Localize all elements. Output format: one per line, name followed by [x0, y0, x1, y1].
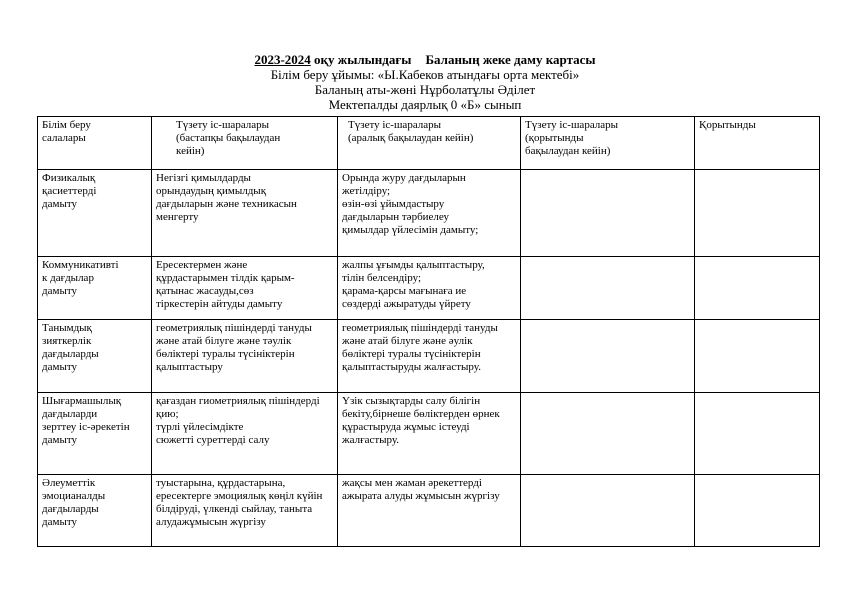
school-year: 2023-2024 [254, 52, 311, 67]
initial-cell: геометриялық пішіндерді тануды және атай білуге және тәулік бөліктері туралы түсініктерін қалыптастыру [152, 320, 338, 393]
interim-cell: Үзік сызықтарды салу білігін бекіту,бірнеше бөліктерден өрнек құрастыруда жұмыс істеуді жалғастыру. [338, 393, 521, 475]
table-row [38, 320, 820, 393]
interim-cell: жақсы мен жаман әрекеттерді ажырата алуды жұмысын жүргізу [338, 475, 521, 547]
document-header [0, 52, 850, 112]
result-cell [695, 170, 820, 257]
initial-cell: қағаздан гиометриялық пішіндерді қию; түрлі үйлесімдікте сюжетті суреттерді салу [152, 393, 338, 475]
final-cell [521, 257, 695, 320]
organization-line: Білім беру ұйымы: «Ы.Кабеков атындағы орта мектебі» [270, 67, 580, 82]
final-cell [521, 393, 695, 475]
table-row [38, 257, 820, 320]
initial-cell: туыстарына, құрдастарына, ересектерге эмоциялық көңіл күйін білдіруді, үлкенді сыйлау, таныта алудажұмысын жүргізу [152, 475, 338, 547]
area-cell: Әлеуметтік эмоцианалды дағдыларды дамыту [38, 475, 152, 547]
area-cell: Шығармашылық дағдыларди зерттеу іс-әрекетін дамыту [38, 393, 152, 475]
document-title-line [0, 52, 850, 67]
table-row [38, 170, 820, 257]
child-name-line: Баланың аты-жөні Нұрболатұлы Әділет [314, 82, 536, 97]
table-header-row [38, 117, 820, 170]
result-cell [695, 393, 820, 475]
column-header-initial: Түзету іс-шаралары (бастапқы бақылаудан кейін) [152, 117, 338, 170]
final-cell [521, 170, 695, 257]
initial-cell: Ересектермен және құрдастарымен тілдік қарым- қатынас жасауды,сөз тіркестерін айтуды дамыту [152, 257, 338, 320]
final-cell [521, 475, 695, 547]
result-cell [695, 320, 820, 393]
development-card-table [37, 116, 820, 547]
column-header-interim: Түзету іс-шаралары (аралық бақылаудан кейін) [338, 117, 521, 170]
column-header-result: Қорытынды [695, 117, 820, 170]
column-header-area: Білім беру салалары [38, 117, 152, 170]
school-year-suffix: оқу жылындағы [314, 52, 412, 67]
final-cell [521, 320, 695, 393]
table-row [38, 393, 820, 475]
table-row [38, 475, 820, 547]
interim-cell: жалпы ұғымды қалыптастыру, тілін белсендіру; қарама-қарсы мағынаға ие сөздерді ажыратуды үйрету [338, 257, 521, 320]
document-title: Баланың жеке даму картасы [425, 52, 596, 67]
area-cell: Физикалық қасиеттерді дамыту [38, 170, 152, 257]
area-cell: Коммуникативті к дағдылар дамыту [38, 257, 152, 320]
interim-cell: геометриялық пішіндерді тануды және атай білуге және әулік бөліктері туралы түсініктерін қалыптастыруды жалғастыру. [338, 320, 521, 393]
area-cell: Танымдық зияткерлік дағдыларды дамыту [38, 320, 152, 393]
group-line: Мектепалды даярлық 0 «Б» сынып [328, 97, 522, 112]
initial-cell: Негізгі қимылдарды орындаудың қимылдық дағдыларын және техникасын менгерту [152, 170, 338, 257]
interim-cell: Орында журу дағдыларын жетілдіру; өзін-өзі ұйымдастыру дағдыларын тәрбиелеу қимылдар үйлесімін дамыту; [338, 170, 521, 257]
column-header-final: Түзету іс-шаралары (қорытынды бақылаудан кейін) [521, 117, 695, 170]
result-cell [695, 475, 820, 547]
result-cell [695, 257, 820, 320]
